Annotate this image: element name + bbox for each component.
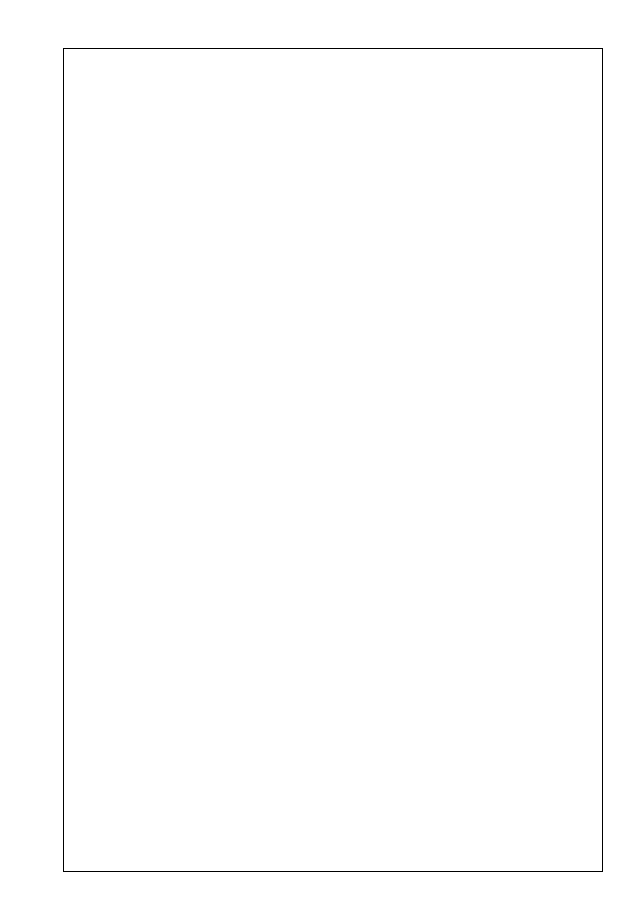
page-number bbox=[30, 443, 50, 457]
materials-table bbox=[63, 48, 603, 872]
